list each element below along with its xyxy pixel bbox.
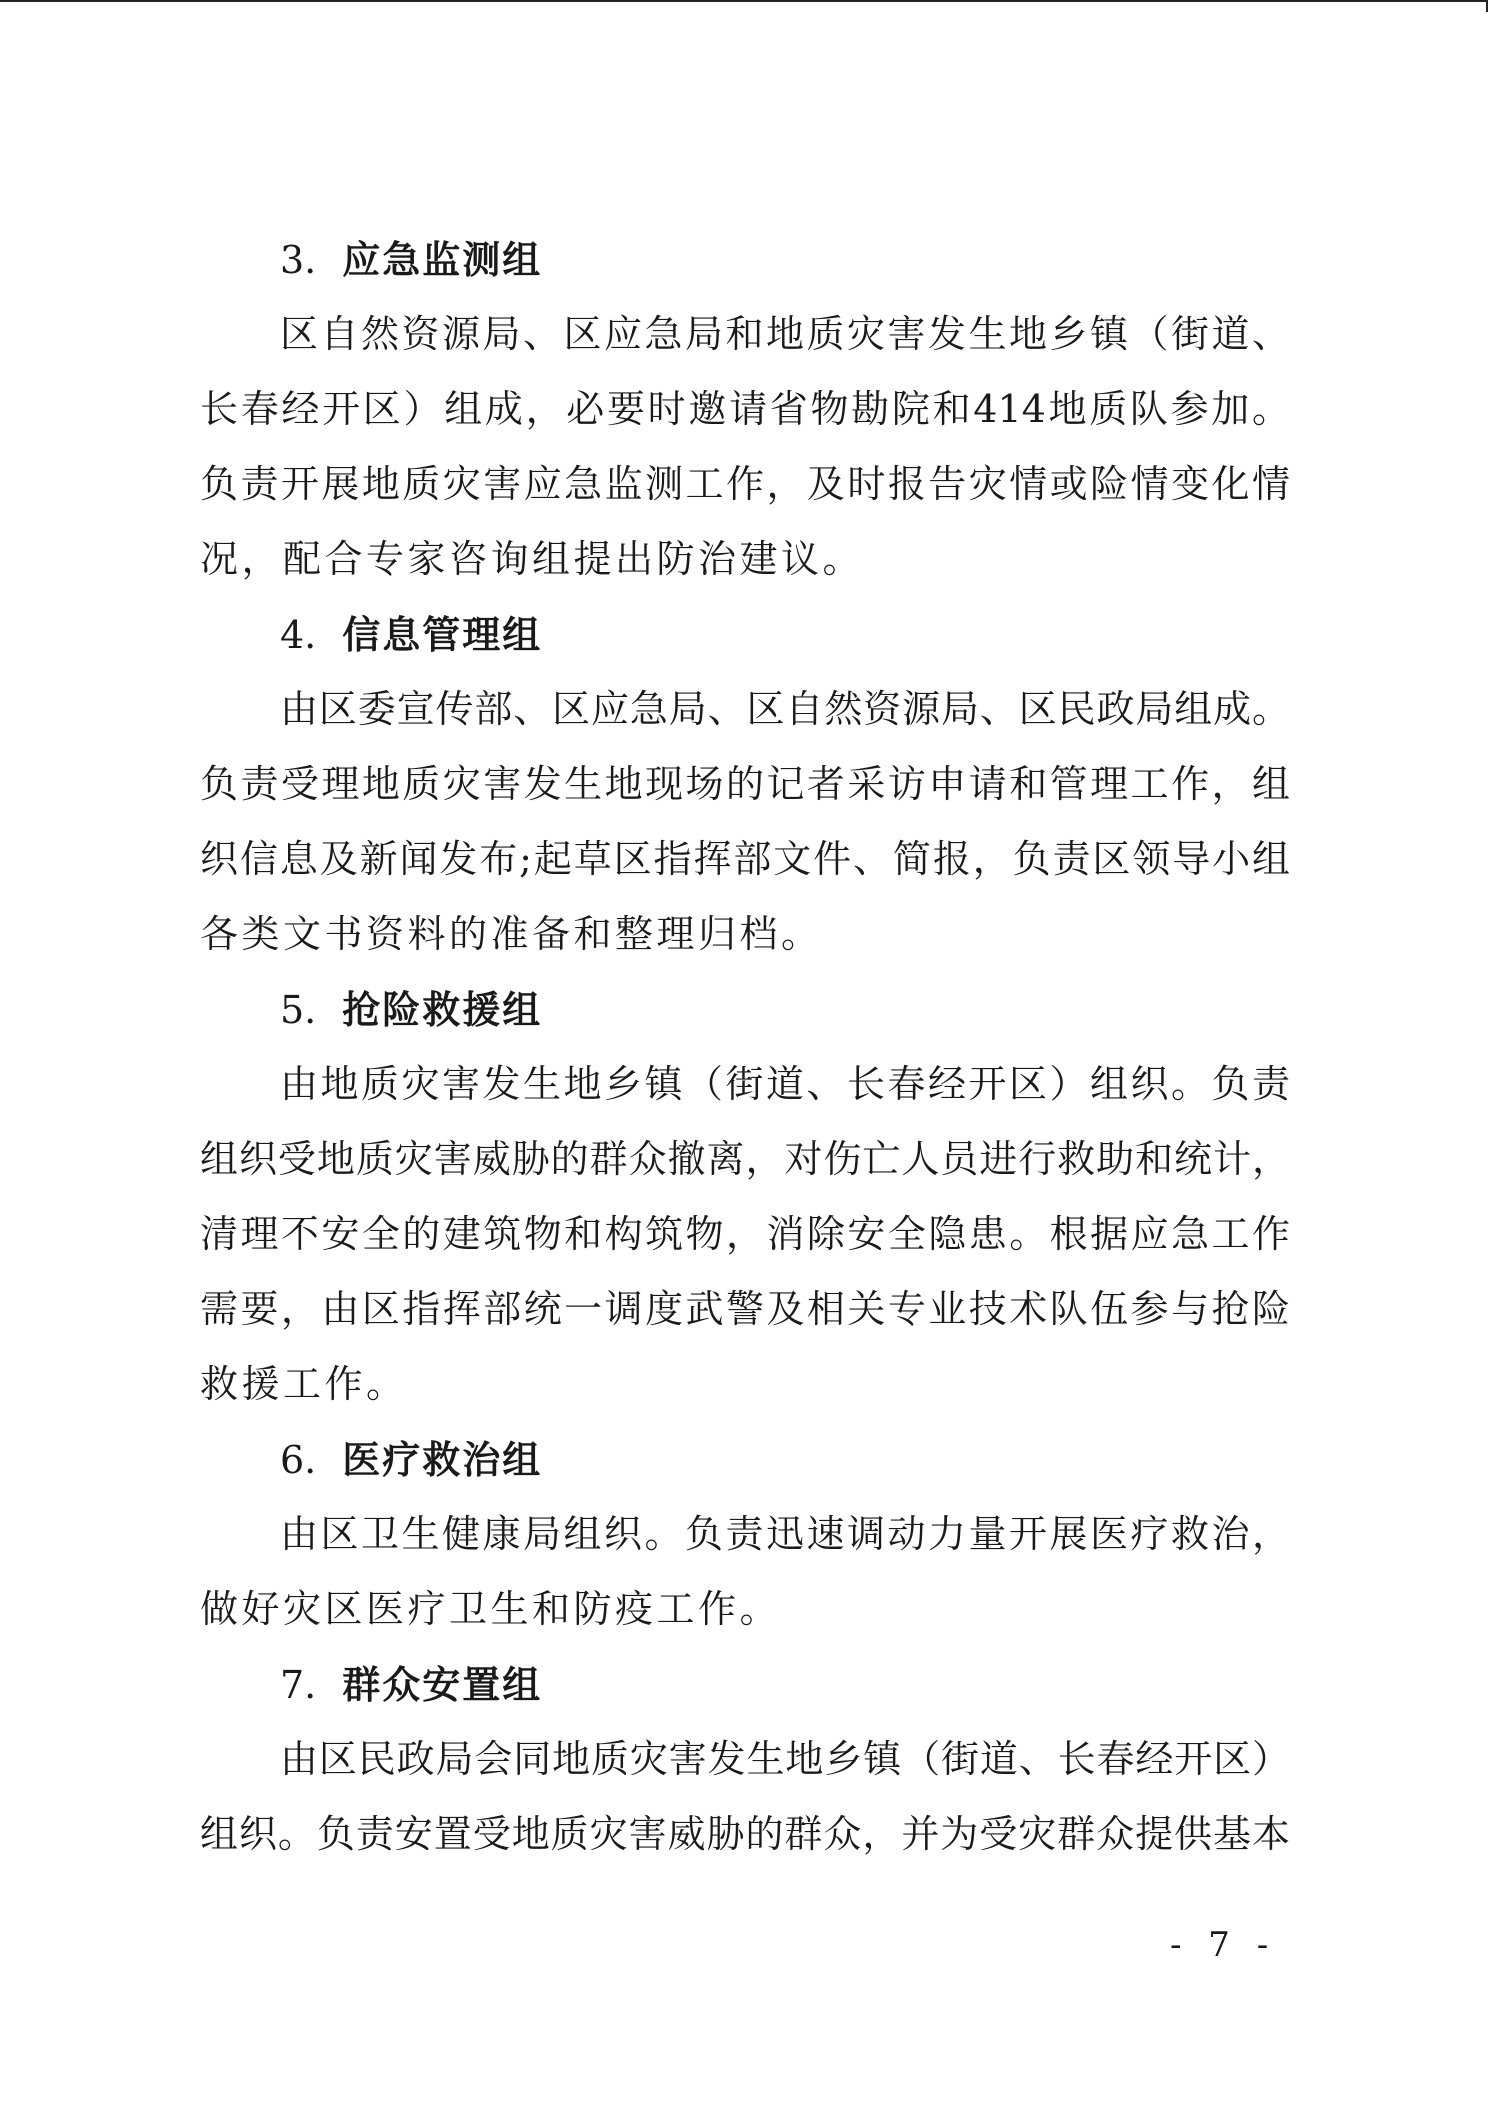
paragraph-line: 做好灾区医疗卫生和防疫工作。 xyxy=(200,1587,782,1631)
section-title: 信息管理组 xyxy=(342,612,543,657)
section-title: 群众安置组 xyxy=(342,1662,543,1707)
paragraph-line: 负责受理地质灾害发生地现场的记者采访申请和管理工作，组 xyxy=(200,762,1290,806)
top-border xyxy=(0,0,1488,2)
section-heading xyxy=(200,1422,1290,1497)
paragraph-line: 由地质灾害发生地乡镇（街道、长春经开区）组织。负责 xyxy=(280,1062,1290,1106)
paragraph-line: 区自然资源局、区应急局和地质灾害发生地乡镇（街道、 xyxy=(280,312,1290,356)
section-number: 5. xyxy=(280,988,317,1032)
paragraph-line: 组织。负责安置受地质灾害威胁的群众，并为受灾群众提供基本 xyxy=(200,1812,1290,1856)
paragraph-line: 组织受地质灾害威胁的群众撤离，对伤亡人员进行救助和统计， xyxy=(200,1137,1290,1181)
paragraph-line: 负责开展地质灾害应急监测工作，及时报告灾情或险情变化情 xyxy=(200,462,1290,506)
section-heading xyxy=(200,1647,1290,1722)
section-number: 3. xyxy=(280,238,317,282)
document-body xyxy=(200,222,1290,1872)
paragraph-line: 需要，由区指挥部统一调度武警及相关专业技术队伍参与抢险 xyxy=(200,1287,1290,1331)
paragraph-line: 救援工作。 xyxy=(200,1362,408,1406)
section-number: 6. xyxy=(280,1438,317,1482)
paragraph-line: 况，配合专家咨询组提出防治建议。 xyxy=(200,537,865,581)
section-title: 医疗救治组 xyxy=(342,1437,543,1482)
paragraph-line: 各类文书资料的准备和整理归档。 xyxy=(200,912,823,956)
page-number: - 7 - xyxy=(1170,1925,1277,1965)
paragraph-line: 由区民政局会同地质灾害发生地乡镇（街道、长春经开区） xyxy=(280,1737,1290,1781)
section-heading xyxy=(200,972,1290,1047)
section-number: 4. xyxy=(280,613,317,657)
paragraph-line: 由区卫生健康局组织。负责迅速调动力量开展医疗救治， xyxy=(280,1512,1290,1556)
paragraph-line: 清理不安全的建筑物和构筑物，消除安全隐患。根据应急工作 xyxy=(200,1212,1290,1256)
section-title: 应急监测组 xyxy=(342,237,543,282)
section-heading xyxy=(200,222,1290,297)
section-heading xyxy=(200,597,1290,672)
section-number: 7. xyxy=(280,1663,317,1707)
paragraph-line: 长春经开区）组成，必要时邀请省物勘院和414地质队参加。 xyxy=(200,387,1290,431)
paragraph-line: 织信息及新闻发布;起草区指挥部文件、简报，负责区领导小组 xyxy=(200,837,1290,881)
paragraph-line: 由区委宣传部、区应急局、区自然资源局、区民政局组成。 xyxy=(280,687,1290,731)
section-title: 抢险救援组 xyxy=(342,987,543,1032)
